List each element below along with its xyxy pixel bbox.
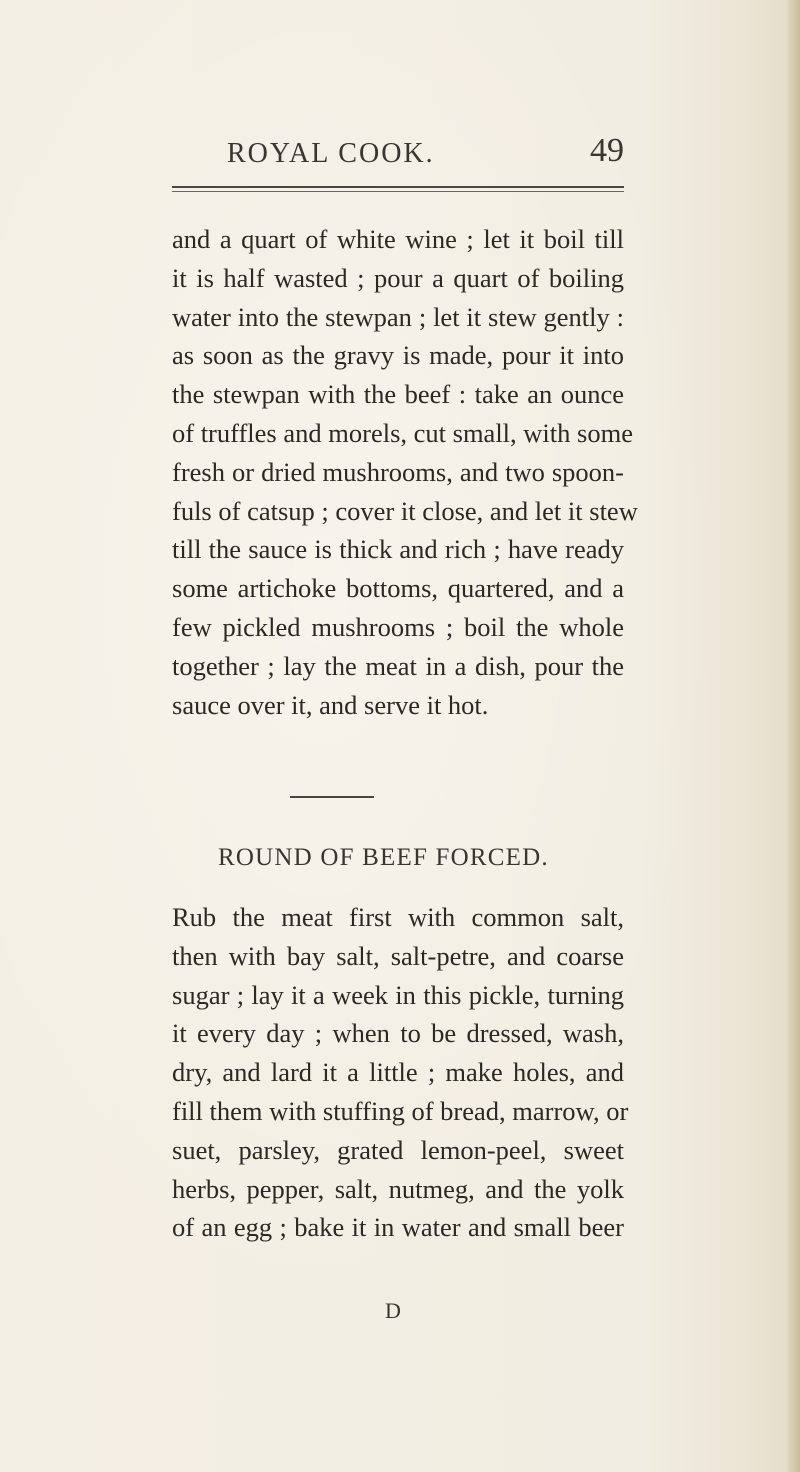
text-line: as soon as the gravy is made, pour it into xyxy=(172,340,624,371)
text-line: Rub the meat first with common salt, xyxy=(172,902,624,932)
text-line: some artichoke bottoms, quartered, and a xyxy=(172,573,624,604)
text-line: together ; lay the meat in a dish, pour the xyxy=(172,650,624,681)
text-line: few pickled mushrooms ; boil the whole xyxy=(172,611,624,642)
text-line: then with bay salt, salt-petre, and coarse xyxy=(172,940,624,971)
running-head: ROYAL COOK. xyxy=(227,138,435,169)
text-line: of truffles and morels, cut small, with some xyxy=(172,417,633,448)
page-edge-shadow xyxy=(786,0,800,1472)
header-rule xyxy=(172,186,624,192)
text-line: and a quart of white wine ; let it boil till xyxy=(172,224,624,254)
text-line: till the sauce is thick and rich ; have ready xyxy=(172,534,624,565)
text-line: sugar ; lay it a week in this pickle, turning xyxy=(172,979,624,1010)
text-line: the stewpan with the beef : take an ounce xyxy=(172,379,624,410)
recipe-paragraph xyxy=(172,898,629,1247)
page-number: 49 xyxy=(590,132,624,169)
text-line: fuls of catsup ; cover it close, and let it stew xyxy=(172,495,638,526)
text-line: dry, and lard it a little ; make holes, and xyxy=(172,1057,624,1088)
section-divider xyxy=(290,796,374,798)
text-line: it every day ; when to be dressed, wash, xyxy=(172,1018,624,1049)
text-line: of an egg ; bake it in water and small beer xyxy=(172,1212,624,1243)
page-header xyxy=(172,130,624,180)
signature-mark: D xyxy=(385,1298,401,1323)
text-line: herbs, pepper, salt, nutmeg, and the yolk xyxy=(172,1173,624,1204)
text-line: water into the stewpan ; let it stew gently : xyxy=(172,301,624,332)
paragraph-continued xyxy=(172,220,638,724)
text-line: suet, parsley, grated lemon-peel, sweet xyxy=(172,1134,624,1165)
section-heading: ROUND OF BEEF FORCED. xyxy=(218,844,549,871)
text-line: sauce over it, and serve it hot. xyxy=(172,689,489,720)
text-line: fill them with stuffing of bread, marrow, or xyxy=(172,1095,629,1126)
text-line: fresh or dried mushrooms, and two spoon- xyxy=(172,456,624,487)
text-line: it is half wasted ; pour a quart of boiling xyxy=(172,262,624,293)
